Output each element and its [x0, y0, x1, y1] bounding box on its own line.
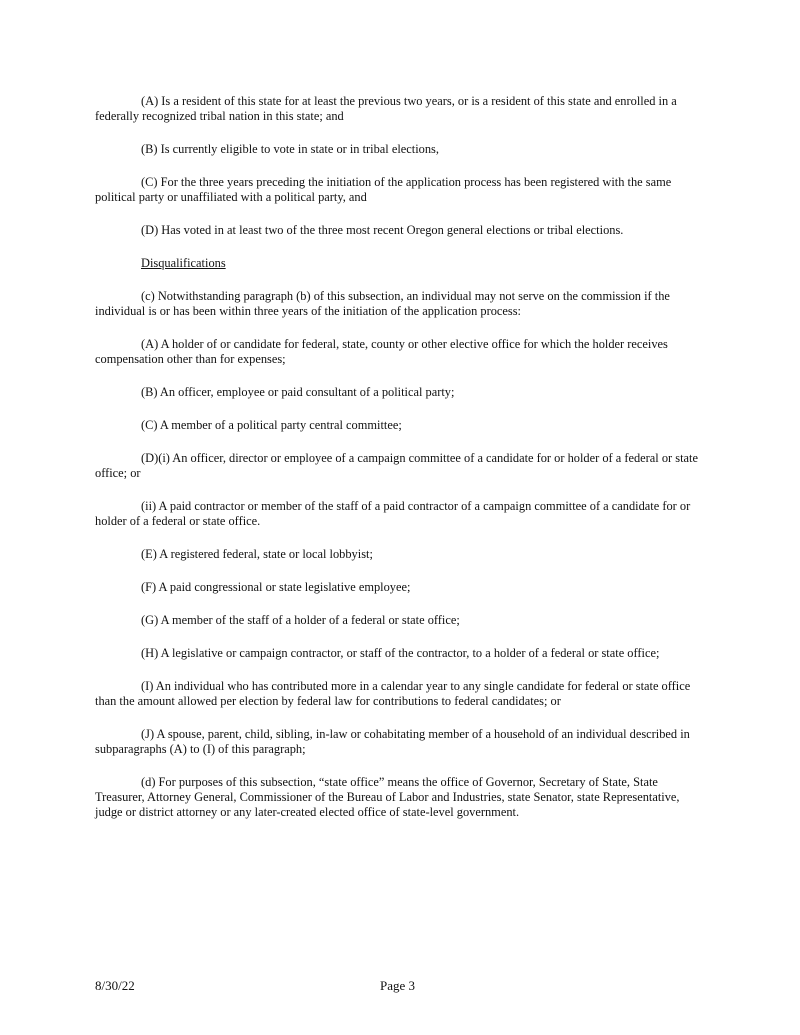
paragraph-family-member: (J) A spouse, parent, child, sibling, in-law or cohabitating member of a household of an individual described in subparagraphs (A) to (I) of this paragraph;: [95, 727, 690, 756]
paragraph-party-registration: (C) For the three years preceding the initiation of the application process has been registered with the same political party or unaffiliated with a political party, and: [95, 175, 672, 204]
paragraph-elective-office-holder: (A) A holder of or candidate for federal, state, county or other elective office for which the holder receives compensation other than for expenses;: [95, 337, 668, 366]
paragraph-voter-eligibility: (B) Is currently eligible to vote in state or in tribal elections,: [141, 142, 439, 156]
paragraph-paid-contractor: (ii) A paid contractor or member of the staff of a paid contractor of a campaign committee of a candidate for or holder of a federal or state office.: [95, 499, 691, 528]
footer-date: 8/30/22: [95, 978, 135, 993]
section-heading-disqualifications: Disqualifications: [141, 256, 226, 270]
footer-page-number: Page 3: [380, 978, 416, 993]
paragraph-party-officer: (B) An officer, employee or paid consultant of a political party;: [141, 385, 455, 399]
document-page: [95, 94, 707, 838]
paragraph-office-staff: (G) A member of the staff of a holder of a federal or state office;: [141, 613, 460, 627]
paragraph-voting-history: (D) Has voted in at least two of the three most recent Oregon general elections or tribal elections.: [141, 223, 624, 237]
paragraph-legislative-employee: (F) A paid congressional or state legislative employee;: [141, 580, 411, 594]
paragraph-contribution-limit: (I) An individual who has contributed more in a calendar year to any single candidate for federal or state office than the amount allowed per election by federal law for contributions to federal candidates; or: [95, 679, 691, 708]
paragraph-residency: (A) Is a resident of this state for at least the previous two years, or is a resident of this state and enrolled in a federally recognized tribal nation in this state; and: [95, 94, 677, 123]
paragraph-state-office-definition: (d) For purposes of this subsection, “state office” means the office of Governor, Secretary of State, State Treasurer, Attorney General, Commissioner of the Bureau of Labor and Industries, state Senator, state Representative, judge or district attorney or any later-created elected office of state-level government.: [95, 775, 680, 819]
paragraph-disqualification-intro: (c) Notwithstanding paragraph (b) of this subsection, an individual may not serve on the commission if the individual is or has been within three years of the initiation of the application process:: [95, 289, 670, 318]
paragraph-lobbyist: (E) A registered federal, state or local lobbyist;: [141, 547, 373, 561]
paragraph-campaign-committee: (D)(i) An officer, director or employee of a campaign committee of a candidate for or holder of a federal or state office; or: [95, 451, 698, 480]
paragraph-legislative-contractor: (H) A legislative or campaign contractor, or staff of the contractor, to a holder of a federal or state office;: [141, 646, 660, 660]
paragraph-central-committee: (C) A member of a political party central committee;: [141, 418, 402, 432]
